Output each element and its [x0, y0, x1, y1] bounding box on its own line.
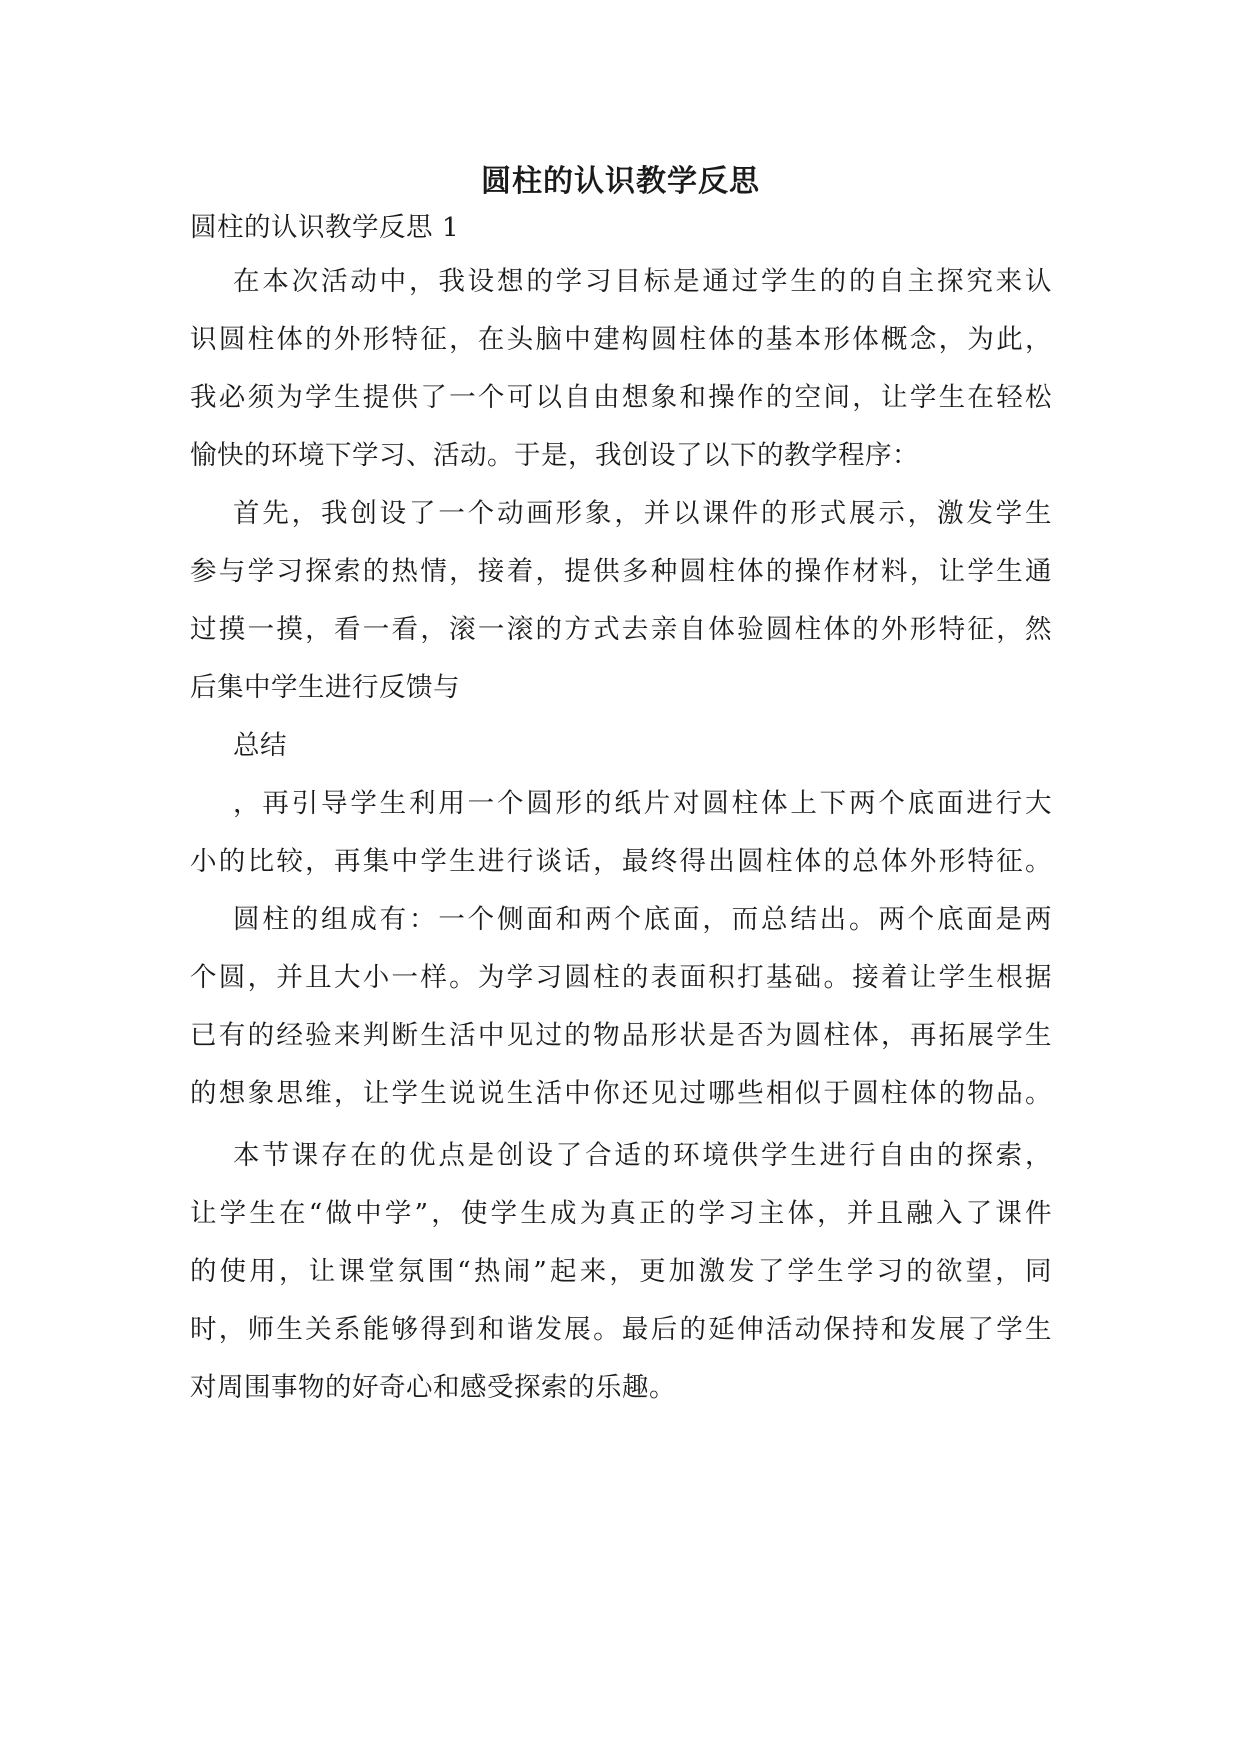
text-line: 小的比较，再集中学生进行谈话，最终得出圆柱体的总体外形特征。: [190, 846, 1052, 877]
text-line: 在本次活动中，我设想的学习目标是通过学生的的自主探究来认: [233, 266, 1052, 297]
text-line: 识圆柱体的外形特征，在头脑中建构圆柱体的基本形体概念，为此，: [190, 324, 1052, 355]
text-line: 本节课存在的优点是创设了合适的环境供学生进行自由的探索，: [233, 1140, 1052, 1171]
text-line: 愉快的环境下学习、活动。于是，我创设了以下的教学程序：: [190, 440, 919, 471]
text-line: 我必须为学生提供了一个可以自由想象和操作的空间，让学生在轻松: [190, 382, 1052, 413]
text-line: 过摸一摸，看一看，滚一滚的方式去亲自体验圆柱体的外形特征，然: [190, 614, 1052, 645]
text-line: 时，师生关系能够得到和谐发展。最后的延伸活动保持和发展了学生: [190, 1314, 1052, 1345]
text-line: 已有的经验来判断生活中见过的物品形状是否为圆柱体，再拓展学生: [190, 1020, 1052, 1051]
text-line: 首先，我创设了一个动画形象，并以课件的形式展示，激发学生: [233, 498, 1052, 529]
text-line: 圆柱的组成有：一个侧面和两个底面，而总结出。两个底面是两: [233, 904, 1052, 935]
text-line: 总结: [233, 730, 287, 761]
text-line: 的想象思维，让学生说说生活中你还见过哪些相似于圆柱体的物品。: [190, 1078, 1052, 1109]
section-heading: 圆柱的认识教学反思 1: [190, 212, 460, 243]
text-line: 后集中学生进行反馈与: [190, 672, 460, 703]
text-line: ，再引导学生利用一个圆形的纸片对圆柱体上下两个底面进行大: [233, 788, 1052, 819]
text-line: 参与学习探索的热情，接着，提供多种圆柱体的操作材料，让学生通: [190, 556, 1052, 587]
text-line: 的使用，让课堂氛围“热闹”起来，更加激发了学生学习的欲望，同: [190, 1256, 1052, 1287]
text-line: 让学生在“做中学”，使学生成为真正的学习主体，并且融入了课件: [190, 1198, 1052, 1229]
text-line: 对周围事物的好奇心和感受探索的乐趣。: [190, 1372, 676, 1403]
text-line: 个圆，并且大小一样。为学习圆柱的表面积打基础。接着让学生根据: [190, 962, 1052, 993]
document-title: 圆柱的认识教学反思: [481, 164, 760, 199]
